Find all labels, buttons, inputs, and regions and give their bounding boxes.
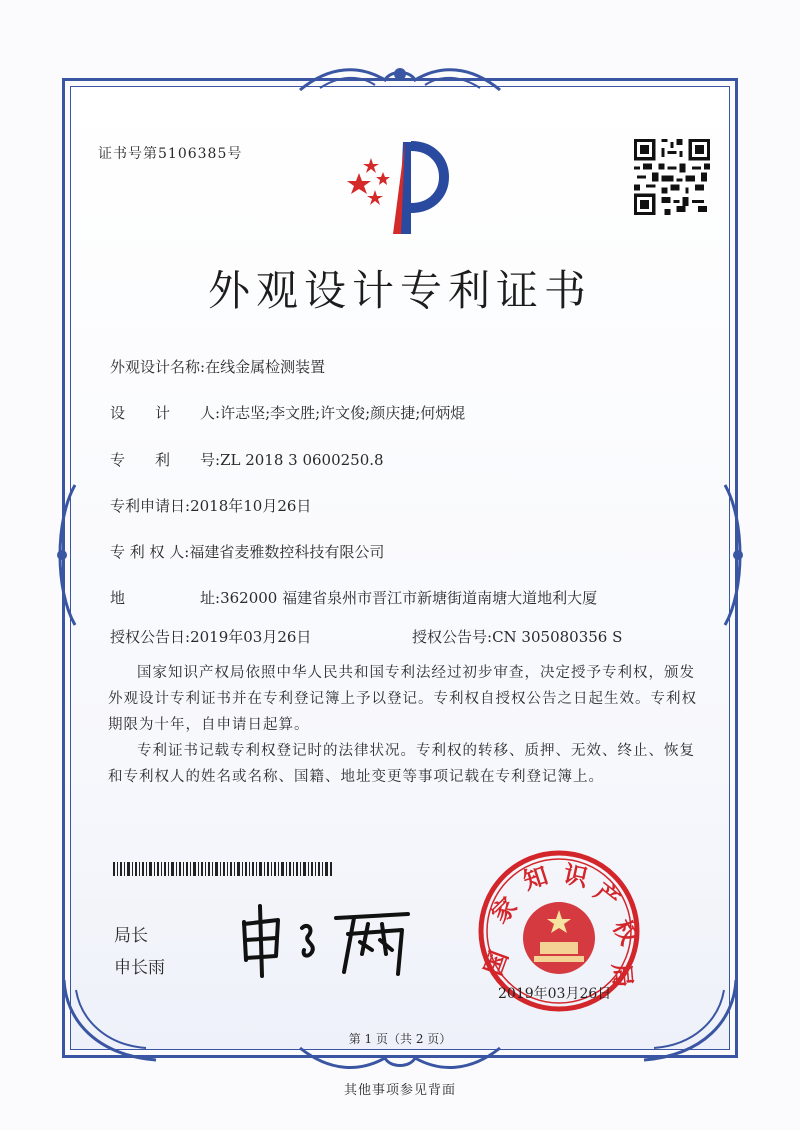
footer-note: 其他事项参见背面 [343, 1083, 456, 1098]
address-row [110, 587, 597, 608]
designers-label: 设 计 人: [110, 404, 221, 422]
grant-pub-number-value: CN 305080356 S [492, 628, 623, 646]
handwritten-signature [232, 900, 422, 980]
grant-pub-number-label: 授权公告号: [412, 628, 493, 646]
page-indicator: 第 1 页（共 2 页） [348, 1032, 452, 1046]
barcode [113, 862, 333, 876]
left-ornament [50, 480, 80, 630]
right-ornament [720, 480, 750, 630]
grant-pub-number-row [412, 626, 622, 647]
svg-text:家: 家 [485, 891, 523, 929]
document-title: 外观设计专利证书 [207, 266, 592, 315]
address-value: 362000 福建省泉州市晋江市新塘街道南塘大道地利大厦 [220, 589, 598, 607]
svg-text:国: 国 [479, 947, 514, 980]
svg-text:局: 局 [606, 962, 637, 989]
patent-number-value: ZL 2018 3 0600250.8 [220, 451, 384, 469]
designers-value: 许志坚;李文胜;许文俊;颜庆捷;何炳焜 [220, 404, 466, 422]
design-name-row [110, 356, 325, 377]
legal-paragraph-2: 专利证书记载专利权登记时的法律状况。专利权的转移、质押、无效、终止、恢复和专利权人的姓名或名称、国籍、地址变更等事项记载在专利登记簿上。 [108, 743, 695, 785]
patent-number-label: 专 利 号: [110, 451, 221, 469]
bottom-ornament [290, 1042, 510, 1078]
patent-number-row [110, 449, 384, 470]
patentee-label: 专 利 权 人: [110, 543, 190, 561]
svg-text:知: 知 [519, 861, 552, 896]
patentee-row [110, 541, 384, 562]
svg-text:识: 识 [561, 859, 591, 893]
seal-date: 2019年03月26日 [498, 986, 612, 1002]
signatory-name: 申长雨 [114, 958, 165, 978]
top-ornament [290, 60, 510, 100]
grant-date-value: 2019年03月26日 [190, 628, 312, 646]
corner-ornament-br [634, 960, 744, 1070]
grant-date-label: 授权公告日: [110, 628, 191, 646]
patent-office-logo [345, 138, 465, 238]
filing-date-row [110, 495, 311, 516]
patentee-value: 福建省麦雅数控科技有限公司 [189, 543, 385, 561]
signatory-title: 局长 [114, 926, 148, 946]
filing-date-label: 专利申请日: [110, 497, 191, 515]
legal-paragraph-1: 国家知识产权局依照中华人民共和国专利法经过初步审查，决定授予专利权，颁发外观设计专利证书并在专利登记簿上予以登记。专利权自授权公告之日起生效。专利权期限为十年，自申请日起算。 [108, 665, 697, 733]
grant-date-row [110, 626, 311, 647]
designers-row [110, 402, 465, 423]
design-name-value: 在线金属检测装置 [205, 358, 326, 376]
design-name-label: 外观设计名称: [110, 358, 206, 376]
qr-code [634, 139, 710, 215]
svg-text:产: 产 [588, 877, 626, 915]
certificate-number: 证书号第5106385号 [98, 146, 243, 162]
svg-text:权: 权 [607, 915, 644, 950]
filing-date-value: 2018年10月26日 [190, 497, 312, 515]
address-label: 地 址: [110, 589, 221, 607]
